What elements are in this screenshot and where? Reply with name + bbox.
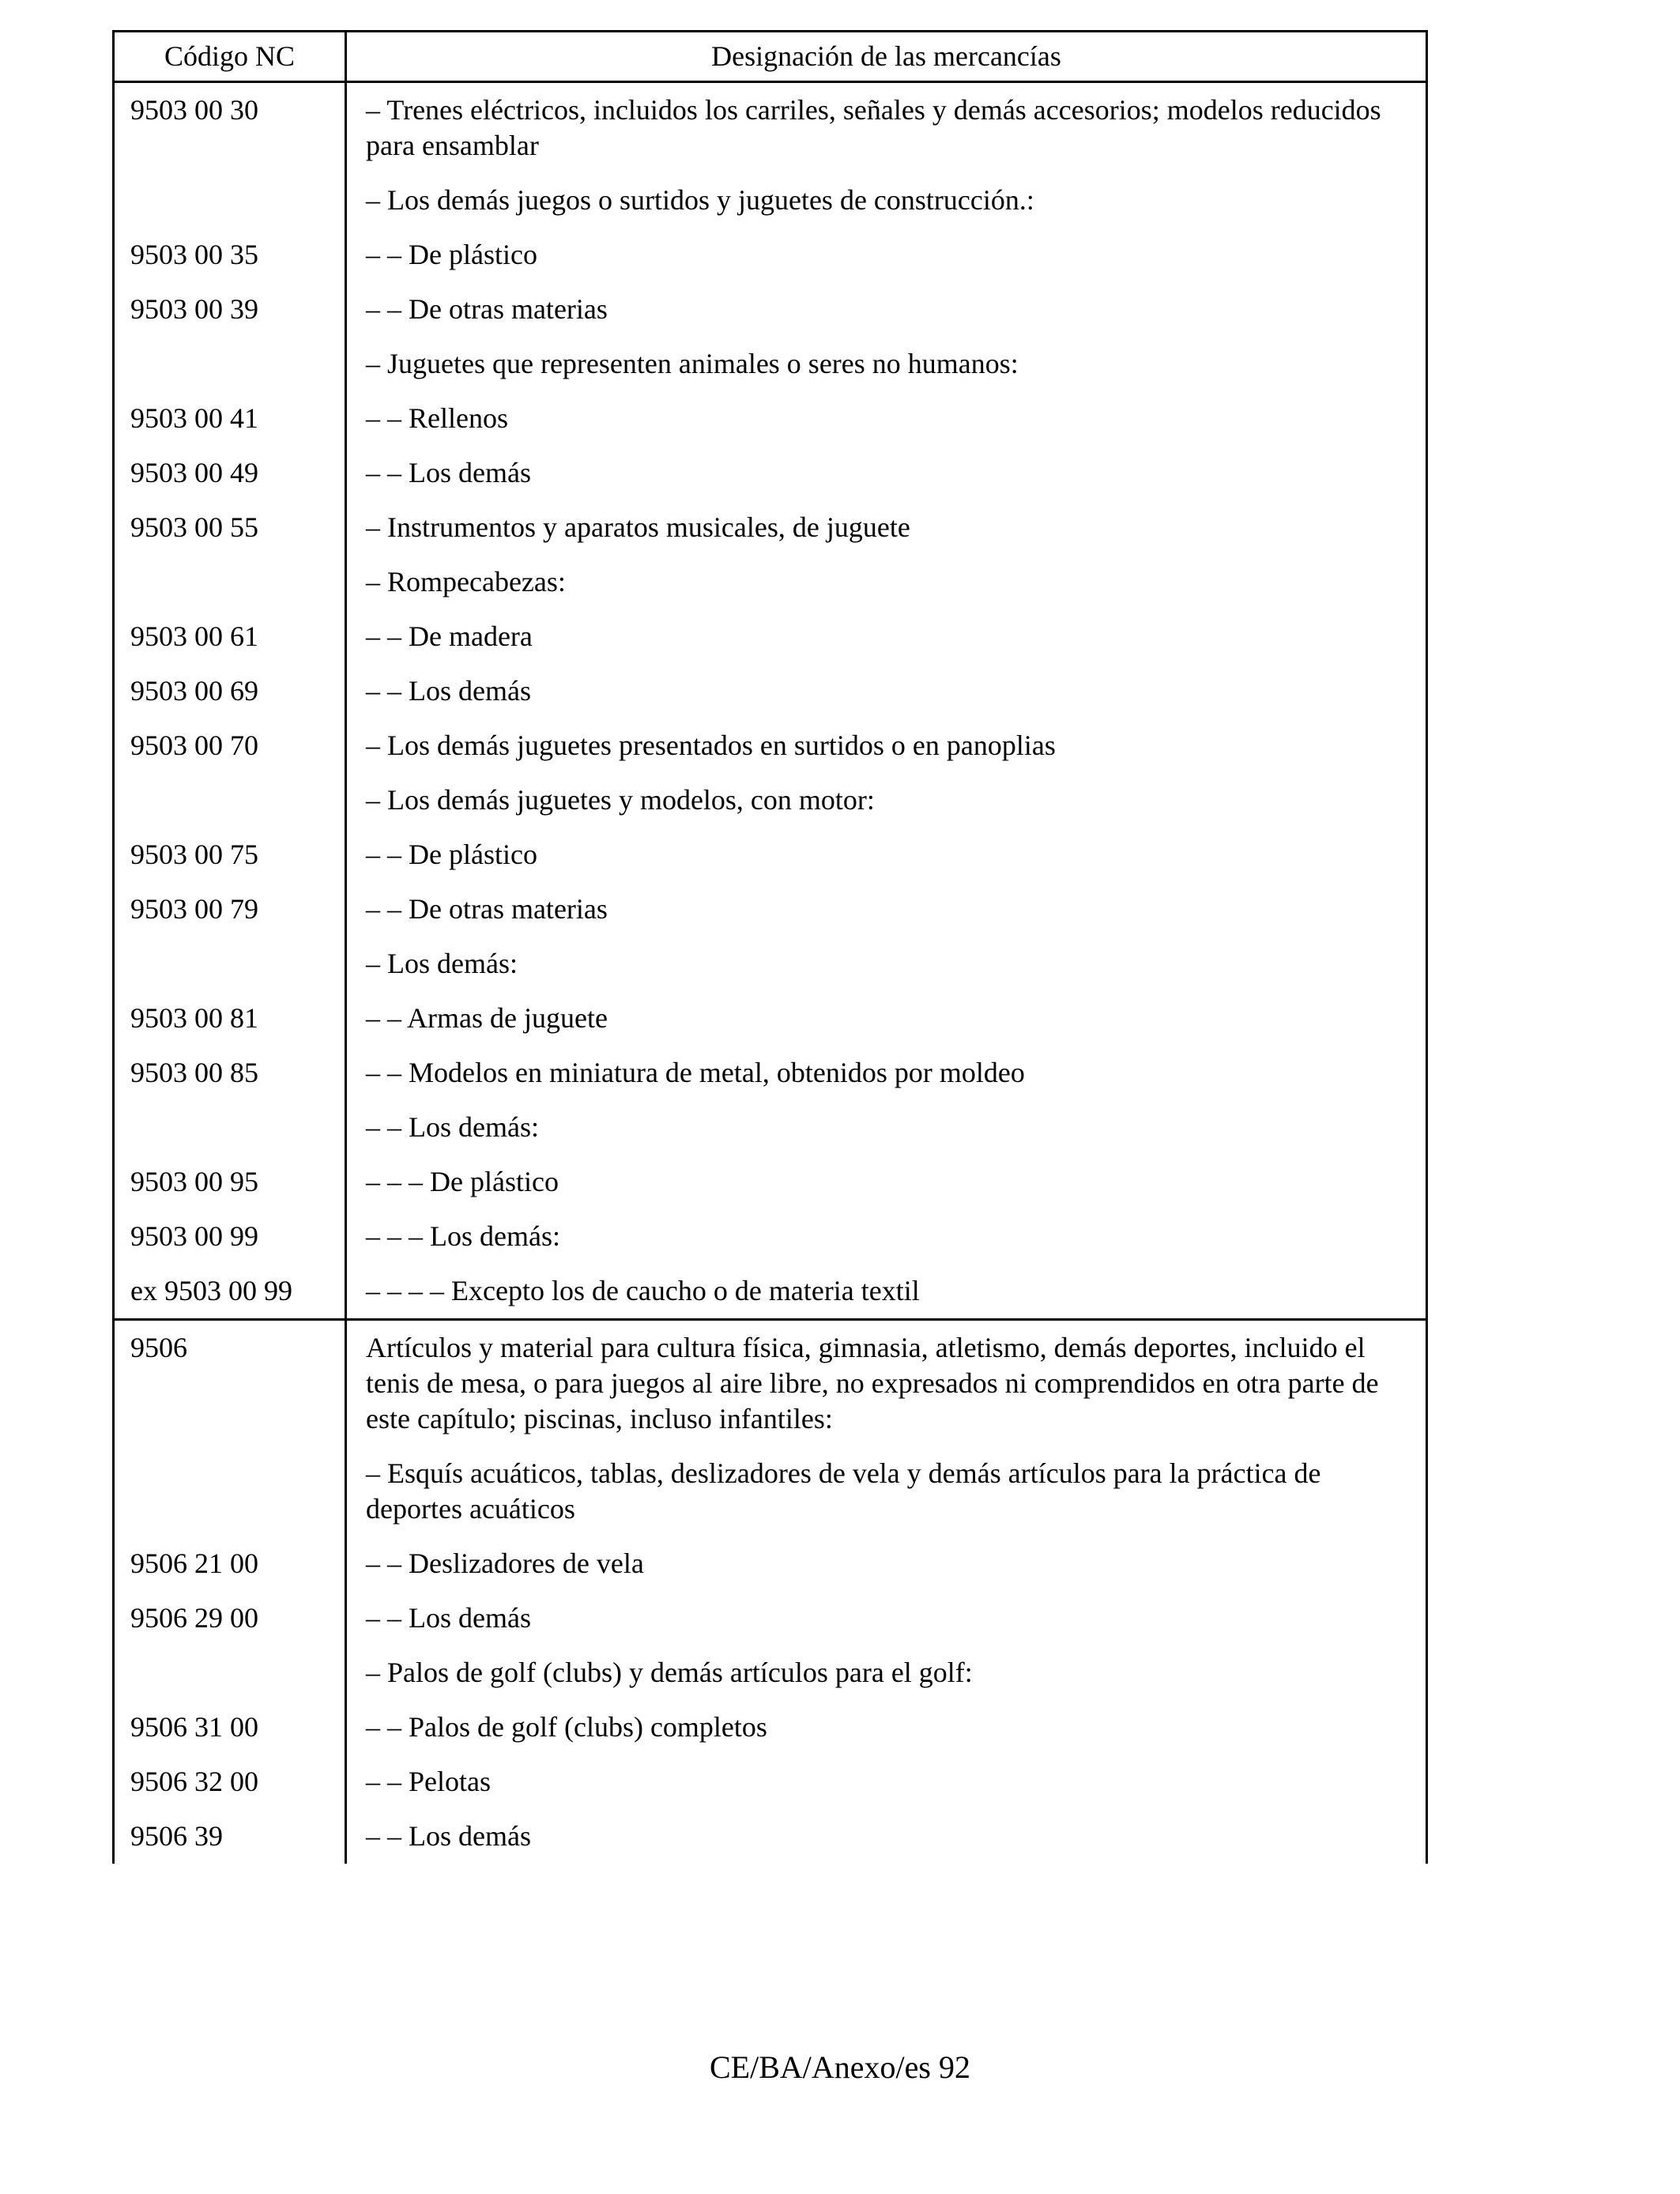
code-cell: 9503 00 69 — [114, 664, 346, 718]
table-row — [114, 609, 1427, 664]
code-cell — [114, 555, 346, 609]
code-cell: 9503 00 95 — [114, 1155, 346, 1209]
code-cell: 9503 00 30 — [114, 82, 346, 174]
code-cell — [114, 1446, 346, 1536]
code-cell: 9503 00 75 — [114, 827, 346, 882]
table-row — [114, 827, 1427, 882]
tariff-table — [112, 30, 1428, 1864]
description-cell: – – Pelotas — [346, 1755, 1427, 1809]
table-row — [114, 1046, 1427, 1100]
description-cell: – – Deslizadores de vela — [346, 1536, 1427, 1591]
description-cell: – – – Los demás: — [346, 1209, 1427, 1264]
table-row — [114, 500, 1427, 555]
description-cell: – – Armas de juguete — [346, 991, 1427, 1046]
code-cell: 9503 00 70 — [114, 718, 346, 773]
page-footer-reference: CE/BA/Anexo/es 92 — [710, 2049, 970, 2085]
table-body — [114, 82, 1427, 1864]
table-row — [114, 1536, 1427, 1591]
code-cell — [114, 937, 346, 991]
table-row — [114, 391, 1427, 446]
table-header-row — [114, 32, 1427, 82]
table-row — [114, 282, 1427, 337]
table-row — [114, 337, 1427, 391]
description-cell: – – De otras materias — [346, 882, 1427, 937]
code-cell — [114, 173, 346, 228]
code-cell: 9506 32 00 — [114, 1755, 346, 1809]
header-cell-designacion: Designación de las mercancías — [346, 32, 1427, 82]
table-row — [114, 1209, 1427, 1264]
table-row — [114, 82, 1427, 174]
table-row — [114, 882, 1427, 937]
code-cell: 9506 39 — [114, 1809, 346, 1864]
table-row — [114, 1809, 1427, 1864]
table-row — [114, 1700, 1427, 1755]
table-row — [114, 664, 1427, 718]
table-row — [114, 446, 1427, 500]
description-cell: – – Modelos en miniatura de metal, obtenidos por moldeo — [346, 1046, 1427, 1100]
table-row — [114, 1100, 1427, 1155]
description-cell: – Los demás juguetes presentados en surtidos o en panoplias — [346, 718, 1427, 773]
code-cell: 9506 21 00 — [114, 1536, 346, 1591]
table-row — [114, 228, 1427, 282]
table-row — [114, 555, 1427, 609]
description-cell: – – De plástico — [346, 228, 1427, 282]
description-cell: – – – – Excepto los de caucho o de materia textil — [346, 1264, 1427, 1320]
description-cell: – – De otras materias — [346, 282, 1427, 337]
table-row — [114, 718, 1427, 773]
description-cell: – Trenes eléctricos, incluidos los carriles, señales y demás accesorios; modelos reducidos para ensamblar — [346, 82, 1427, 174]
code-cell: 9503 00 85 — [114, 1046, 346, 1100]
code-cell — [114, 337, 346, 391]
table-row — [114, 173, 1427, 228]
description-cell: – – Rellenos — [346, 391, 1427, 446]
table-row — [114, 1646, 1427, 1700]
description-cell: – Los demás juegos o surtidos y juguetes de construcción.: — [346, 173, 1427, 228]
table-row — [114, 1446, 1427, 1536]
table-row — [114, 1155, 1427, 1209]
code-cell: 9506 31 00 — [114, 1700, 346, 1755]
description-cell: – – De plástico — [346, 827, 1427, 882]
code-cell: ex 9503 00 99 — [114, 1264, 346, 1320]
code-cell: 9506 29 00 — [114, 1591, 346, 1646]
table-row — [114, 1755, 1427, 1809]
description-cell: – – Los demás — [346, 1809, 1427, 1864]
code-cell — [114, 1100, 346, 1155]
description-cell: – Los demás juguetes y modelos, con motor: — [346, 773, 1427, 827]
code-cell: 9503 00 39 — [114, 282, 346, 337]
description-cell: – – Los demás — [346, 1591, 1427, 1646]
description-cell: – – De madera — [346, 609, 1427, 664]
code-cell: 9503 00 61 — [114, 609, 346, 664]
description-cell: – – Palos de golf (clubs) completos — [346, 1700, 1427, 1755]
code-cell: 9503 00 55 — [114, 500, 346, 555]
description-cell: – Instrumentos y aparatos musicales, de juguete — [346, 500, 1427, 555]
code-cell: 9503 00 41 — [114, 391, 346, 446]
description-cell: – Juguetes que representen animales o seres no humanos: — [346, 337, 1427, 391]
table-row — [114, 773, 1427, 827]
description-cell: – – Los demás: — [346, 1100, 1427, 1155]
code-cell: 9503 00 49 — [114, 446, 346, 500]
code-cell — [114, 1646, 346, 1700]
table-row — [114, 937, 1427, 991]
code-cell: 9503 00 79 — [114, 882, 346, 937]
description-cell: – Rompecabezas: — [346, 555, 1427, 609]
description-cell: – – – De plástico — [346, 1155, 1427, 1209]
description-cell: Artículos y material para cultura física, gimnasia, atletismo, demás deportes, incluido el tenis de mesa, o para juegos al aire libre, no expresados ni comprendidos en otra parte de este capítulo; piscinas, incluso infantiles: — [346, 1320, 1427, 1447]
header-cell-codigo-nc: Código NC — [114, 32, 346, 82]
description-cell: – – Los demás — [346, 664, 1427, 718]
table-row — [114, 1591, 1427, 1646]
description-cell: – – Los demás — [346, 446, 1427, 500]
code-cell — [114, 773, 346, 827]
code-cell: 9506 — [114, 1320, 346, 1447]
description-cell: – Palos de golf (clubs) y demás artículos para el golf: — [346, 1646, 1427, 1700]
description-cell: – Los demás: — [346, 937, 1427, 991]
code-cell: 9503 00 81 — [114, 991, 346, 1046]
table-row — [114, 991, 1427, 1046]
code-cell: 9503 00 35 — [114, 228, 346, 282]
description-cell: – Esquís acuáticos, tablas, deslizadores de vela y demás artículos para la práctica de deportes acuáticos — [346, 1446, 1427, 1536]
table-row — [114, 1320, 1427, 1447]
table-row — [114, 1264, 1427, 1320]
code-cell: 9503 00 99 — [114, 1209, 346, 1264]
table-header — [114, 32, 1427, 82]
